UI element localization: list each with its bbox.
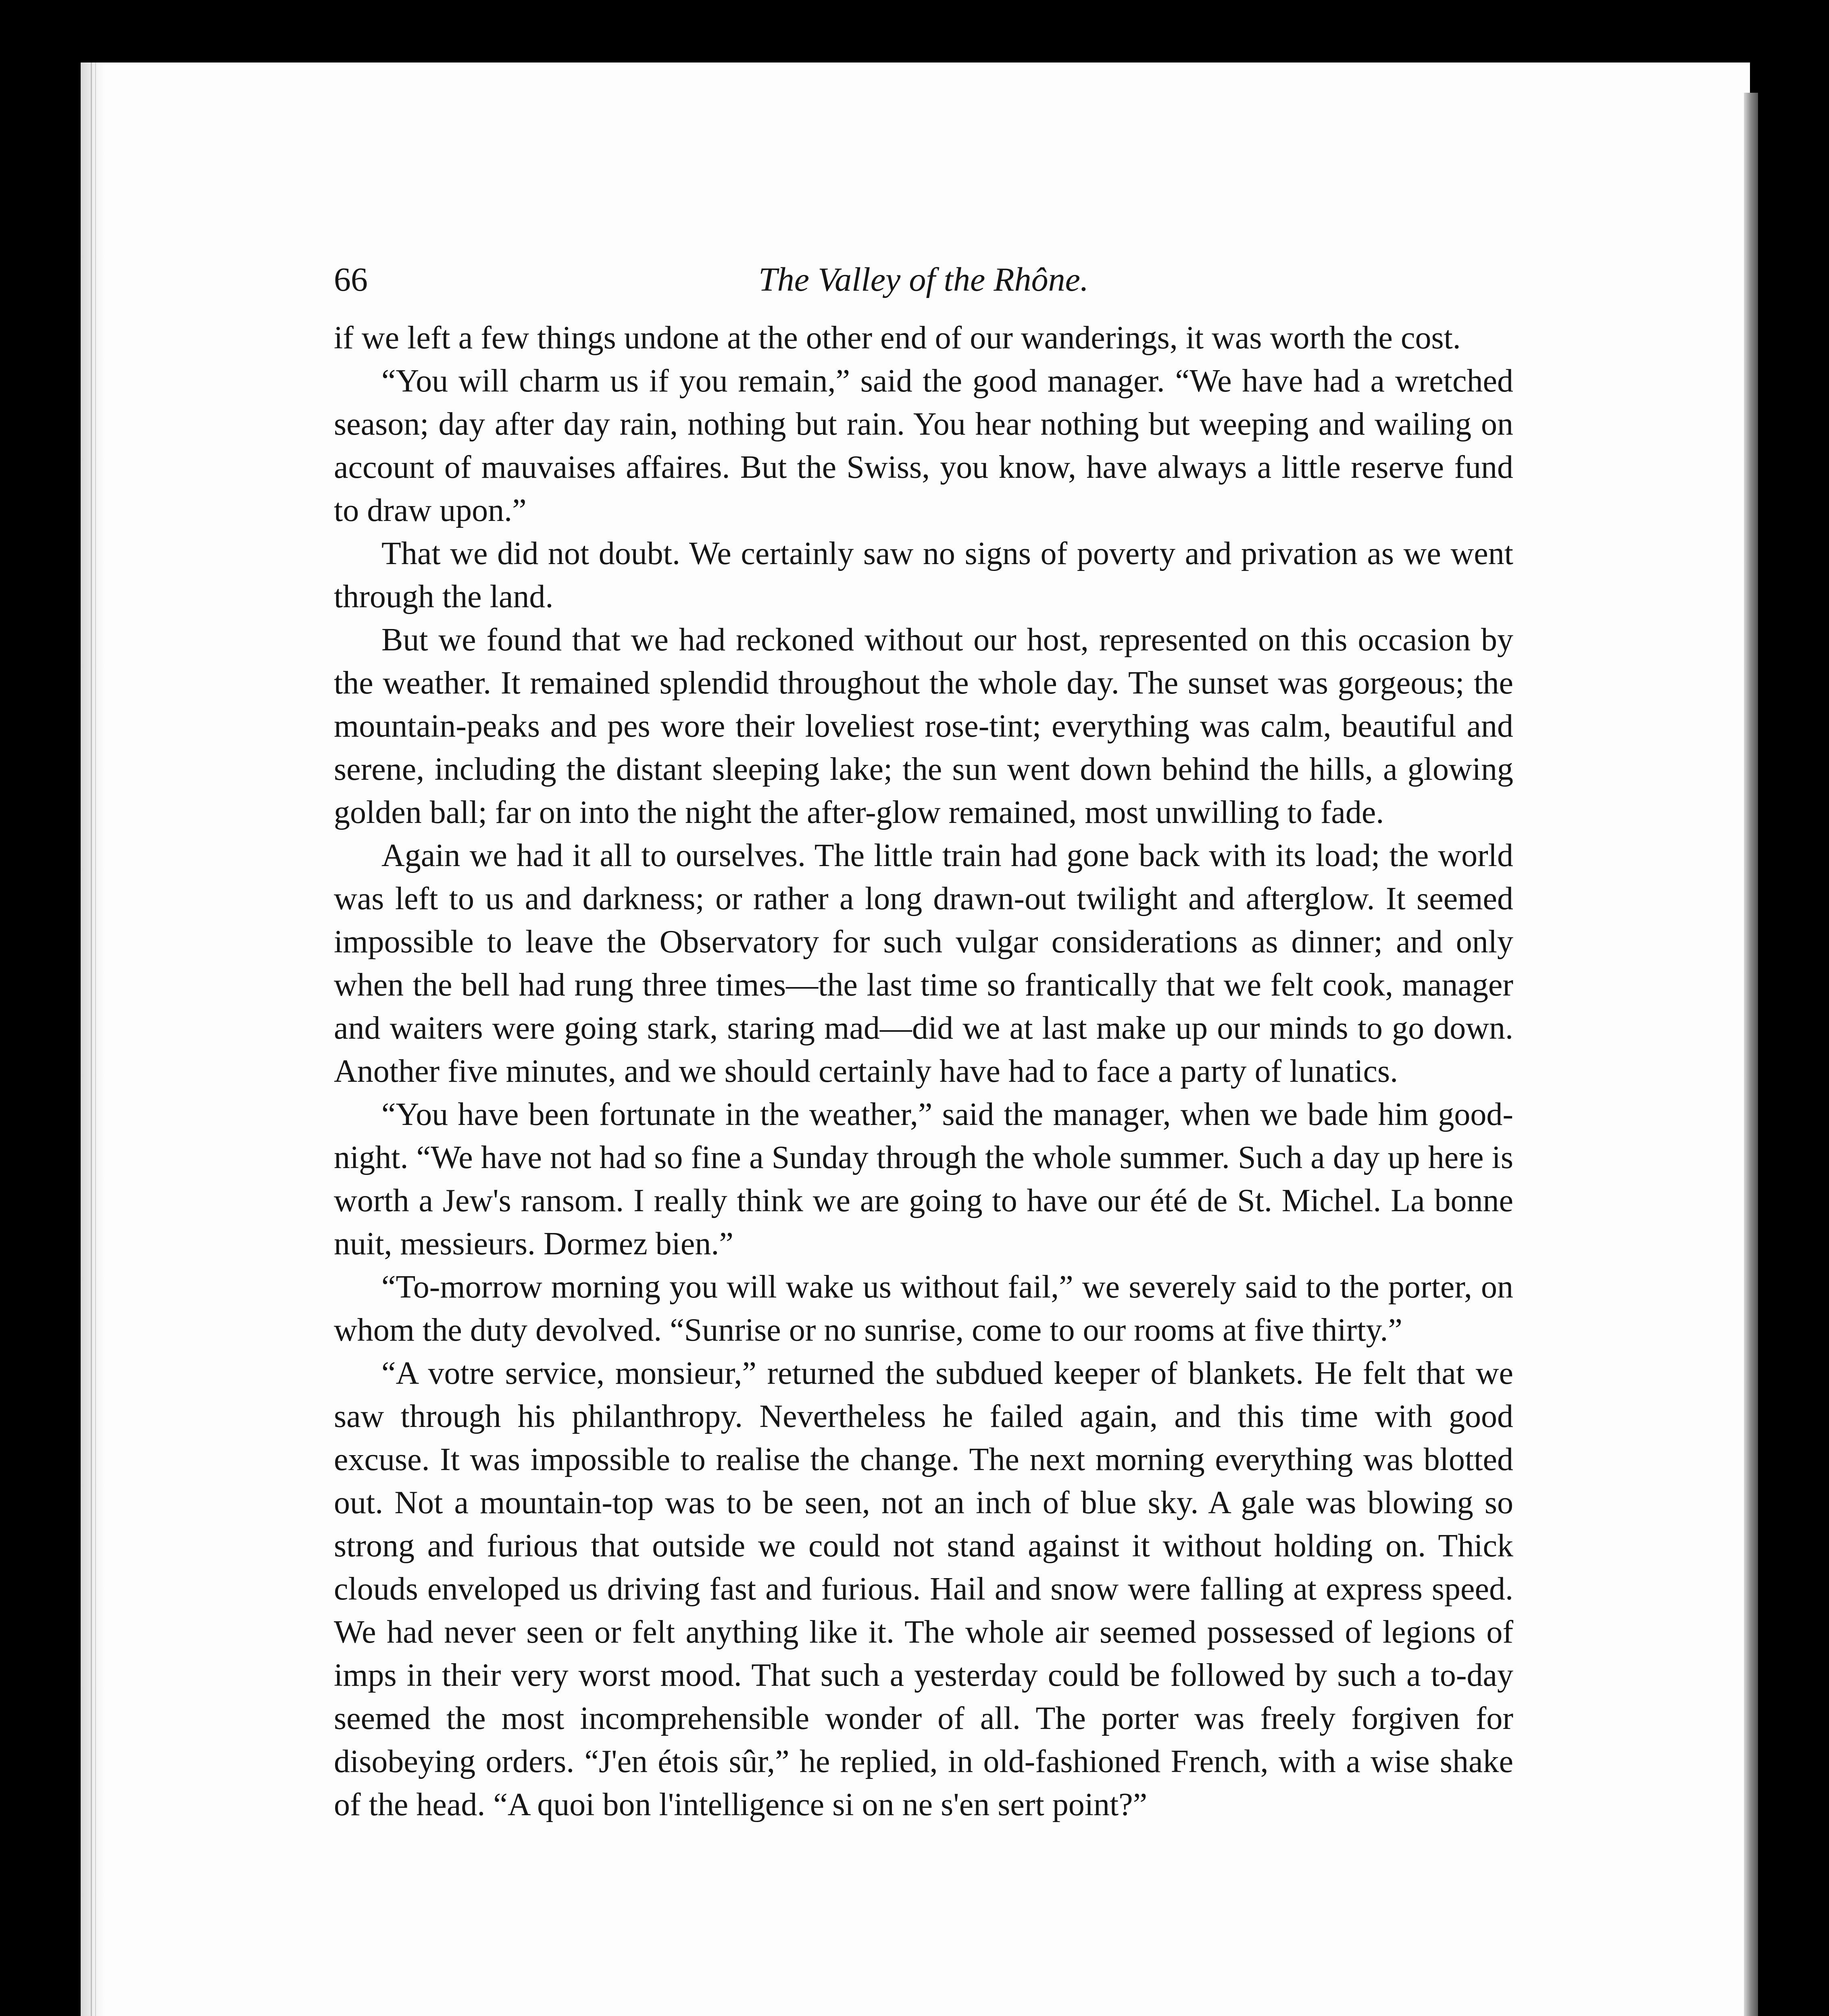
paragraph: That we did not doubt. We certainly saw no signs of poverty and privation as we went through the land.: [334, 536, 1513, 614]
page-right-edge: [1744, 93, 1758, 2016]
paragraph: “You will charm us if you remain,” said the good manager. “We have had a wretched season; day after day rain, nothing but rain. You hear nothing but weeping and wailing on account of mauvaises affaires. But the Swiss, you know, have always a little reserve fund to draw upon.”: [334, 363, 1513, 528]
page-content: [334, 252, 1513, 1826]
paragraph: Again we had it all to ourselves. The little train had gone back with its load; the world was left to us and darkness; or rather a long drawn-out twilight and afterglow. It seemed impossible to leave the Observatory for such vulgar considerations as dinner; and only when the bell had rung three times—the last time so frantically that we felt cook, manager and waiters were going stark, staring mad—did we at last make up our minds to go down. Another five minutes, and we should certainly have had to face a party of lunatics.: [334, 838, 1513, 1089]
running-header: [334, 252, 1513, 317]
running-title: The Valley of the Rhône.: [758, 261, 1089, 298]
paragraph: if we left a few things undone at the other end of our wanderings, it was worth the cost.: [334, 320, 1461, 356]
page-gutter-lines: [91, 62, 96, 2016]
page-number: 66: [334, 261, 368, 298]
paragraph: “You have been fortunate in the weather,” said the manager, when we bade him good-night. “We have not had so fine a Sunday through the whole summer. Such a day up here is worth a Jew's ransom. I really think we are going to have our été de St. Michel. La bonne nuit, messieurs. Dormez bien.”: [334, 1097, 1513, 1262]
paragraph: But we found that we had reckoned without our host, represented on this occasion by the weather. It remained splendid throughout the whole day. The sunset was gorgeous; the mountain-peaks and pes wore their loveliest rose-tint; everything was calm, beautiful and serene, including the distant sleeping lake; the sun went down behind the hills, a glowing golden ball; far on into the night the after-glow remained, most unwilling to fade.: [334, 622, 1513, 830]
paragraph: “A votre service, monsieur,” returned the subdued keeper of blankets. He felt that we saw through his philanthropy. Nevertheless he failed again, and this time with good excuse. It was impossible to realise the change. The next morning everything was blotted out. Not a mountain-top was to be seen, not an inch of blue sky. A gale was blowing so strong and furious that outside we could not stand against it without holding on. Thick clouds enveloped us driving fast and furious. Hail and snow were falling at express speed. We had never seen or felt anything like it. The whole air seemed possessed of legions of imps in their very worst mood. That such a yesterday could be followed by such a to-day seemed the most incomprehensible wonder of all. The porter was freely forgiven for disobeying orders. “J'en étois sûr,” he replied, in old-fashioned French, with a wise shake of the head. “A quoi bon l'intelligence si on ne s'en sert point?”: [334, 1356, 1513, 1822]
body-text: [334, 317, 1513, 1826]
paragraph: “To-morrow morning you will wake us without fail,” we severely said to the porter, on whom the duty devolved. “Sunrise or no sunrise, come to our rooms at five thirty.”: [334, 1269, 1513, 1348]
